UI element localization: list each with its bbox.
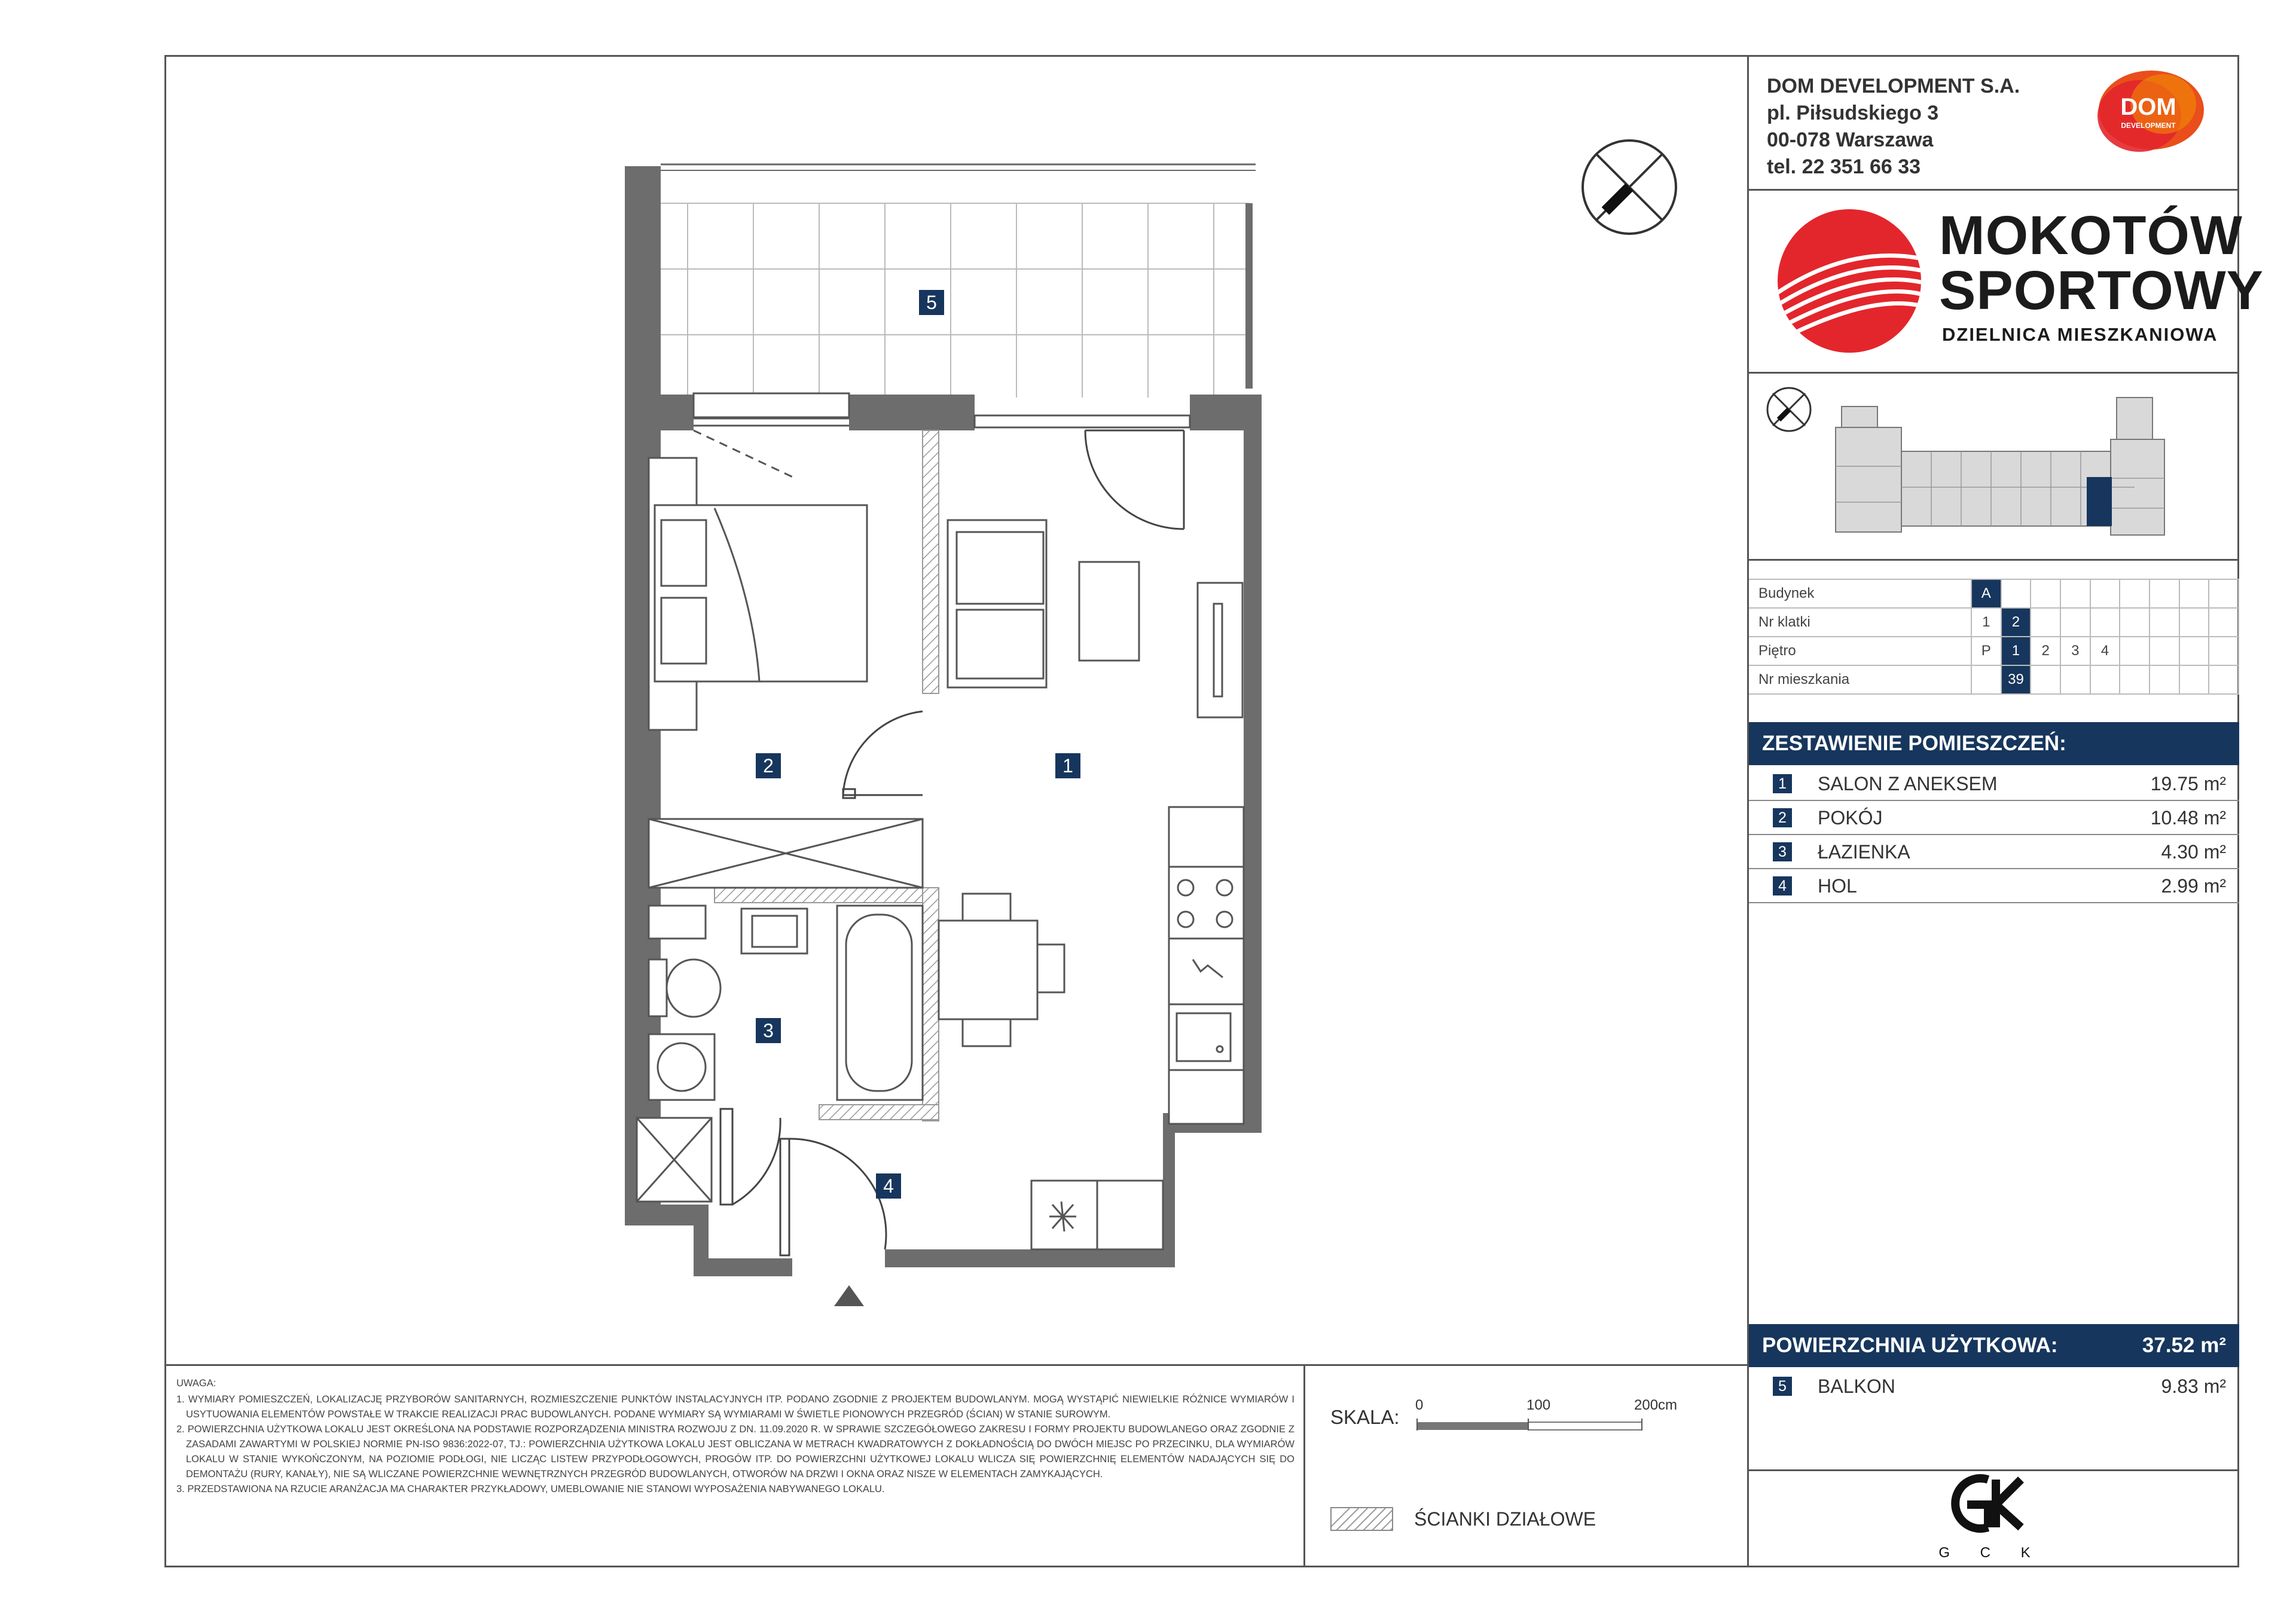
brand-title-line2: SPORTOWY (1939, 260, 2264, 321)
room-name: POKÓJ (1818, 807, 1883, 829)
brand-title (1939, 205, 2264, 321)
legend-label: ŚCIANKI DZIAŁOWE (1414, 1508, 1596, 1530)
room-label-balcony: 5 (919, 290, 944, 315)
info-grid-cell (2031, 579, 2060, 608)
room-area: 4.30 m² (2161, 841, 2226, 863)
info-grid-cell: A (1971, 579, 2001, 608)
floor-plan (598, 132, 1292, 1315)
company-divider (1747, 189, 2239, 191)
total-area-value: 37.52 m² (2142, 1334, 2226, 1357)
hall-cabinet (1031, 1181, 1163, 1249)
key-plan-highlight (2087, 477, 2112, 526)
info-grid-cell (2209, 579, 2239, 608)
sofa (948, 520, 1046, 687)
info-grid-cell (2001, 579, 2031, 608)
balcony-door (1085, 430, 1184, 529)
company-city: 00-078 Warszawa (1767, 129, 1934, 151)
room-row (1749, 835, 2239, 869)
info-grid-row (1749, 579, 2239, 608)
tv-cabinet (1198, 583, 1242, 717)
mokotow-sportowy-logo (1773, 206, 1928, 356)
total-area-label: POWIERZCHNIA UŻYTKOWA: (1762, 1334, 2058, 1357)
info-grid-cell: 39 (2001, 665, 2031, 694)
bathroom-door (720, 1109, 780, 1205)
info-grid-cell (2090, 579, 2120, 608)
info-grid-cell (1971, 665, 2001, 694)
balcony-area: 9.83 m² (2161, 1376, 2226, 1397)
room-label-hall: 4 (876, 1173, 901, 1199)
room-label-bathroom: 3 (756, 1018, 781, 1043)
info-grid-label: Budynek (1749, 579, 1971, 608)
balcony-row (1749, 1369, 2239, 1402)
info-grid-cell: 3 (2060, 637, 2090, 665)
info-grid-cell (2060, 579, 2090, 608)
info-grid-cell (2209, 608, 2239, 637)
room-name: ŁAZIENKA (1818, 841, 1910, 863)
gck-text: G C K (1938, 1545, 2044, 1561)
wardrobe (649, 819, 923, 888)
room-row (1749, 766, 2239, 801)
info-grid-cell (2179, 637, 2209, 665)
room-area: 10.48 m² (2150, 807, 2226, 829)
dom-logo-text: DOM (2120, 94, 2176, 120)
info-grid-cell (2120, 608, 2150, 637)
company-street: pl. Piłsudskiego 3 (1767, 102, 1939, 124)
brand-subtitle: DZIELNICA MIESZKANIOWA (1942, 324, 2218, 345)
info-grid (1749, 579, 2239, 695)
dom-development-logo (2092, 68, 2205, 155)
notes (176, 1376, 1294, 1497)
brand-title-line1: MOKOTÓW (1939, 205, 2243, 266)
bed (649, 458, 867, 730)
dining-table (939, 894, 1064, 1046)
info-grid-cell (2090, 608, 2120, 637)
info-grid-cell: P (1971, 637, 2001, 665)
room-row (1749, 869, 2239, 903)
info-grid-cell (2120, 637, 2150, 665)
room-num-badge: 1 (1773, 774, 1792, 793)
room-name: HOL (1818, 875, 1857, 897)
info-grid-cell (2209, 637, 2239, 665)
entrance-arrow-icon (834, 1285, 864, 1306)
gck-logo (1931, 1468, 2051, 1563)
info-grid-cell: 1 (2001, 637, 2031, 665)
rooms-header-text: ZESTAWIENIE POMIESZCZEŃ: (1762, 732, 2066, 755)
room-num-badge: 4 (1773, 876, 1792, 895)
balcony-num: 5 (1773, 1377, 1792, 1396)
coffee-table (1079, 562, 1139, 661)
key-plan (1758, 383, 2236, 550)
rooms-header (1749, 722, 2239, 765)
info-grid-cell (2120, 665, 2150, 694)
note-item: 1. WYMIARY POMIESZCZEŃ, LOKALIZACJĘ PRZYBORÓW SANITARNYCH, ROZMIESZCZENIE PUNKTÓW INSTALACYJNYCH ITP. PODANO ZGODNIE Z PROJEKTEM BUDOWLANYM. MOGĄ WYSTĄPIĆ NIEWIELKIE RÓŻNICE WYMIARÓW I USYTUOWANIA ELEMENTÓW POWSTAŁE W TRAKCIE REALIZACJI PRAC BUDOWLANYCH. PODANE WYMIARY SĄ WYMIARAMI W ŚWIETLE PIONOWYCH PRZEGRÓD (ŚCIAN) W STANIE SUROWYM. (176, 1394, 1294, 1420)
info-grid-label: Nr klatki (1749, 608, 1971, 637)
scale-tick-200: 200cm (1634, 1397, 1678, 1413)
info-grid-row (1749, 665, 2239, 694)
info-grid-cell (2120, 579, 2150, 608)
footer-divider-1 (1303, 1364, 1305, 1567)
bedroom-door (843, 711, 923, 798)
scale-tick-0: 0 (1415, 1397, 1424, 1413)
partition-wall-swatch (1330, 1507, 1393, 1531)
scale-tick-100: 100 (1526, 1397, 1551, 1413)
key-compass-icon (1767, 388, 1810, 431)
info-grid-cell (2090, 665, 2120, 694)
info-grid-cell (2150, 637, 2179, 665)
info-grid-cell (2060, 665, 2090, 694)
info-grid-cell (2150, 665, 2179, 694)
info-grid-cell: 2 (2001, 608, 2031, 637)
info-grid-cell (2060, 608, 2090, 637)
scale-bar (1416, 1413, 1667, 1442)
room-num-badge: 2 (1773, 808, 1792, 827)
room-area: 2.99 m² (2161, 875, 2226, 897)
room-row (1749, 800, 2239, 835)
north-compass-icon (1578, 136, 1680, 238)
info-grid-cell (2209, 665, 2239, 694)
balcony-area (661, 164, 1256, 398)
info-grid-cell (2031, 608, 2060, 637)
dom-logo-subtext: DEVELOPMENT (2121, 121, 2176, 130)
info-grid-cell: 1 (1971, 608, 2001, 637)
info-grid-cell (2179, 579, 2209, 608)
info-grid-cell: 2 (2031, 637, 2060, 665)
info-grid-row (1749, 637, 2239, 665)
room-area: 19.75 m² (2150, 773, 2226, 794)
scale-label: SKALA: (1330, 1406, 1400, 1428)
notes-title: UWAGA: (176, 1378, 216, 1389)
info-grid-cell (2150, 608, 2179, 637)
balcony-name: BALKON (1818, 1376, 1895, 1397)
room-label-living: 1 (1055, 753, 1080, 778)
keyplan-divider (1747, 559, 2239, 561)
info-grid-row (1749, 608, 2239, 637)
footer-divider (164, 1364, 1749, 1366)
kitchen-counter (1169, 807, 1244, 1124)
info-grid-cell: 4 (2090, 637, 2120, 665)
note-item: 3. PRZEDSTAWIONA NA RZUCIE ARANŻACJA MA CHARAKTER PRZYKŁADOWY, UMEBLOWANIE NIE STANOWI WYPOSAŻENIA NABYWANEGO LOKALU. (176, 1484, 885, 1494)
info-grid-label: Nr mieszkania (1749, 665, 1971, 694)
brand-divider (1747, 372, 2239, 374)
note-item: 2. POWIERZCHNIA UŻYTKOWA LOKALU JEST OKREŚLONA NA PODSTAWIE ROZPORZĄDZENIA MINISTRA ROZWOJU Z DN. 11.09.2020 R. W SPRAWIE SZCZEGÓŁOWEGO ZAKRESU I FORMY PROJEKTU BUDOWLANEGO ORAZ ZGODNIE Z ZASADAMI ZAWARTYMI W POLSKIEJ NORMIE PN-ISO 9836:2022-07, TJ.: POWIERZCHNIA UŻYTKOWA LOKALU JEST OBLICZANA W METRACH KWADRATOWYCH Z DOKŁADNOŚCIĄ DO DWÓCH MIEJSC PO PRZECINKU, DLA WYMIARÓW LOKALU W STANIE WYKOŃCZONYM, NA POZIOMIE PODŁOGI, NIE LICZĄC LISTEW PRZYPODŁOGOWYCH, PROGÓW ITP. DO POWIERZCHNI UŻYTKOWEJ LOKALU WLICZA SIĘ POWIERZCHNIĘ ELEMENTÓW NADAJĄCYCH SIĘ DO DEMONTAŻU (RURY, KANAŁY), NIE SĄ WLICZANE POWIERZCHNIE WEWNĘTRZNYCH PRZEGRÓD BUDOWLANYCH, OTWORÓW NA DRZWI I OKNA ORAZ NISZE W ELEMENTACH ZAMYKAJĄCYCH. (176, 1424, 1294, 1480)
info-grid-cell (2031, 665, 2060, 694)
company-info (1767, 73, 2020, 181)
room-label-bedroom: 2 (756, 753, 781, 778)
room-num-badge: 3 (1773, 842, 1792, 861)
total-area-bar (1749, 1324, 2239, 1367)
company-phone: tel. 22 351 66 33 (1767, 155, 1921, 178)
info-grid-cell (2179, 608, 2209, 637)
info-grid-cell (2179, 665, 2209, 694)
info-grid-label: Piętro (1749, 637, 1971, 665)
entrance-door (780, 1139, 886, 1255)
company-name: DOM DEVELOPMENT S.A. (1767, 75, 2020, 97)
room-name: SALON Z ANEKSEM (1818, 773, 1998, 794)
info-grid-cell (2150, 579, 2179, 608)
